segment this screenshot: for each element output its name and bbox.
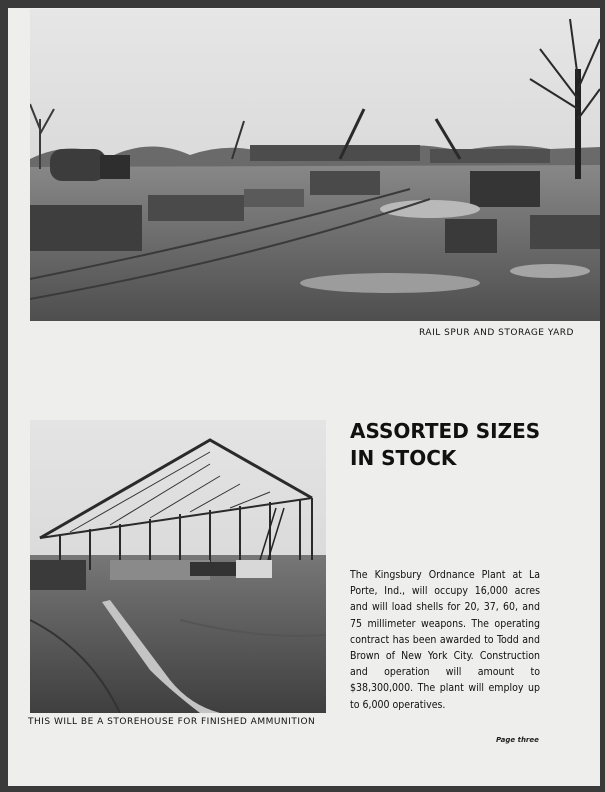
rail-yard-photo xyxy=(30,9,600,321)
storehouse-photo-drawing xyxy=(30,420,326,713)
article-body: The Kingsbury Ordnance Plant at La Porte, Ind., will occupy 16,000 acres and will load shells for 20, 37, 60, and 75 millimeter weapons. The operating contract has been awarded to Todd and Brown of New York City. Construction and operation will amount to $38,300,000. The plant will employ up to 6,000 operatives. xyxy=(350,569,540,711)
rail-yard-photo-drawing xyxy=(30,9,600,321)
page-number: Page three xyxy=(496,736,539,744)
storehouse-photo xyxy=(30,420,326,713)
rail-yard-caption: RAIL SPUR AND STORAGE YARD xyxy=(419,328,574,338)
document-page xyxy=(8,8,600,786)
headline-line-2: IN STOCK xyxy=(350,446,457,470)
headline-line-1: ASSORTED SIZES xyxy=(350,419,541,443)
storehouse-caption: THIS WILL BE A STOREHOUSE FOR FINISHED AMMUNITION xyxy=(28,717,316,727)
article-headline xyxy=(350,418,570,472)
